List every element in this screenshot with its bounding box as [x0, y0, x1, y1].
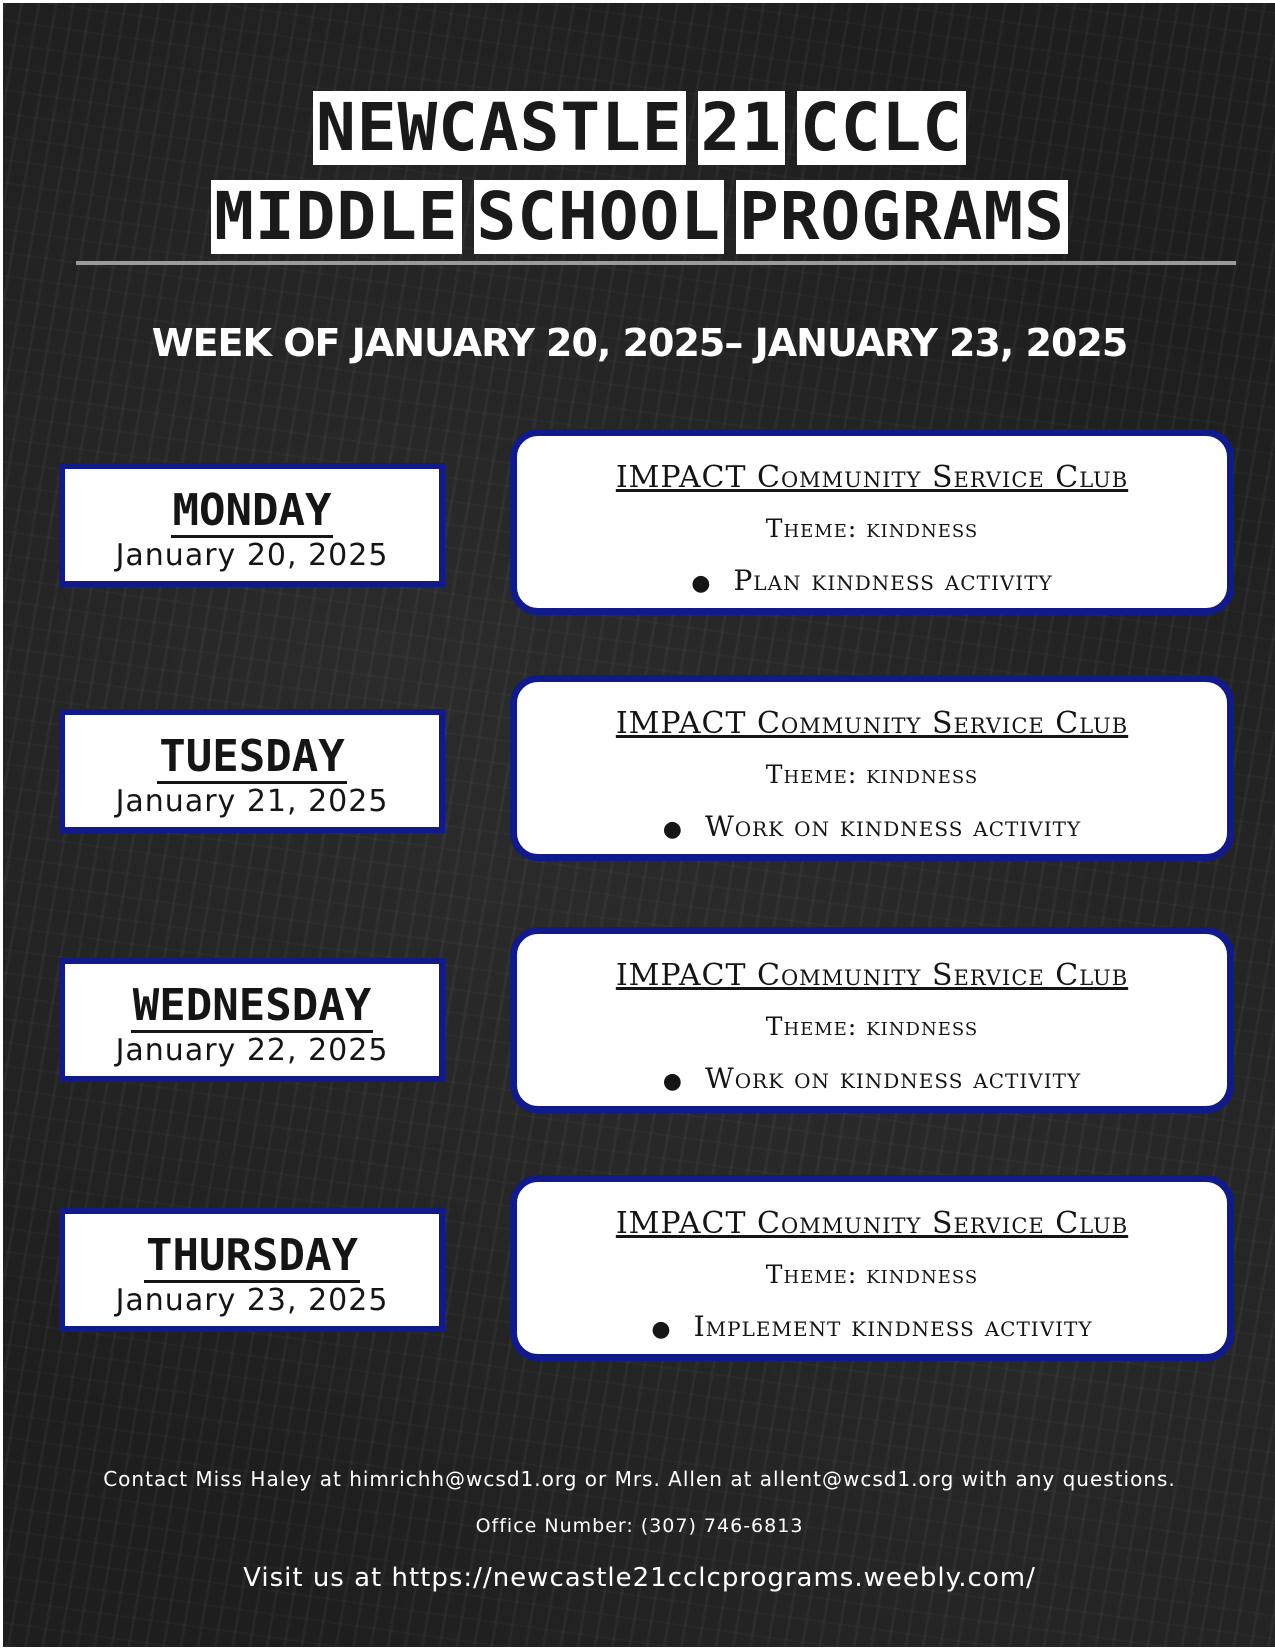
- day-date: January 23, 2025: [115, 1283, 389, 1318]
- title-line-1: [3, 91, 1275, 165]
- club-title: IMPACT Community Service Club: [615, 460, 1129, 495]
- website-text: Visit us at https://newcastle21cclcprograms.weebly.com/: [243, 1563, 1036, 1593]
- activity-text: Plan kindness activity: [733, 564, 1053, 597]
- flyer-poster: [3, 3, 1275, 1647]
- day-name: THURSDAY: [146, 1230, 358, 1281]
- program-card-tuesday: [510, 675, 1234, 861]
- program-card-monday: [510, 429, 1234, 615]
- day-box-tuesday: [59, 709, 445, 833]
- title-word: SCHOOL: [474, 180, 724, 254]
- day-name: TUESDAY: [159, 731, 345, 782]
- contact-text: Contact Miss Haley at himrichh@wcsd1.org or Mrs. Allen at allent@wcsd1.org with any questions.: [103, 1467, 1176, 1491]
- title-word: NEWCASTLE: [313, 91, 686, 165]
- office-number: Office Number: (307) 746-6813: [475, 1515, 804, 1537]
- title-word: 21: [698, 91, 785, 165]
- club-title: IMPACT Community Service Club: [615, 706, 1129, 741]
- activity-text: Work on kindness activity: [705, 810, 1082, 843]
- title-word: PROGRAMS: [736, 180, 1068, 254]
- bullet-dot-icon: ●: [651, 1317, 672, 1342]
- activity-item: [517, 810, 1227, 847]
- activity-text: Implement kindness activity: [693, 1310, 1093, 1343]
- activity-text: Work on kindness activity: [705, 1062, 1082, 1095]
- club-title: IMPACT Community Service Club: [615, 1206, 1129, 1241]
- theme-label: Theme: kindness: [765, 760, 979, 789]
- day-box-thursday: [59, 1208, 445, 1332]
- title-divider: [76, 261, 1236, 265]
- title-word: MIDDLE: [211, 180, 461, 254]
- program-card-thursday: [510, 1175, 1234, 1361]
- club-title: IMPACT Community Service Club: [615, 958, 1129, 993]
- program-card-wednesday: [510, 927, 1234, 1113]
- bullet-dot-icon: ●: [662, 1069, 683, 1094]
- day-name: WEDNESDAY: [132, 980, 372, 1031]
- activity-item: [517, 1062, 1227, 1099]
- day-name: MONDAY: [172, 485, 332, 536]
- day-date: January 20, 2025: [115, 538, 389, 573]
- theme-label: Theme: kindness: [765, 1260, 979, 1289]
- activity-item: [517, 564, 1227, 601]
- title-line-2: [3, 180, 1275, 254]
- bullet-dot-icon: ●: [691, 571, 712, 596]
- bullet-dot-icon: ●: [662, 817, 683, 842]
- day-box-wednesday: [59, 958, 445, 1082]
- title-word: CCLC: [797, 91, 966, 165]
- day-date: January 21, 2025: [115, 784, 389, 819]
- theme-label: Theme: kindness: [765, 1012, 979, 1041]
- activity-item: [517, 1310, 1227, 1347]
- theme-label: Theme: kindness: [765, 514, 979, 543]
- week-heading: WEEK OF JANUARY 20, 2025– JANUARY 23, 2025: [151, 321, 1128, 365]
- day-date: January 22, 2025: [115, 1033, 389, 1068]
- day-box-monday: [59, 463, 445, 587]
